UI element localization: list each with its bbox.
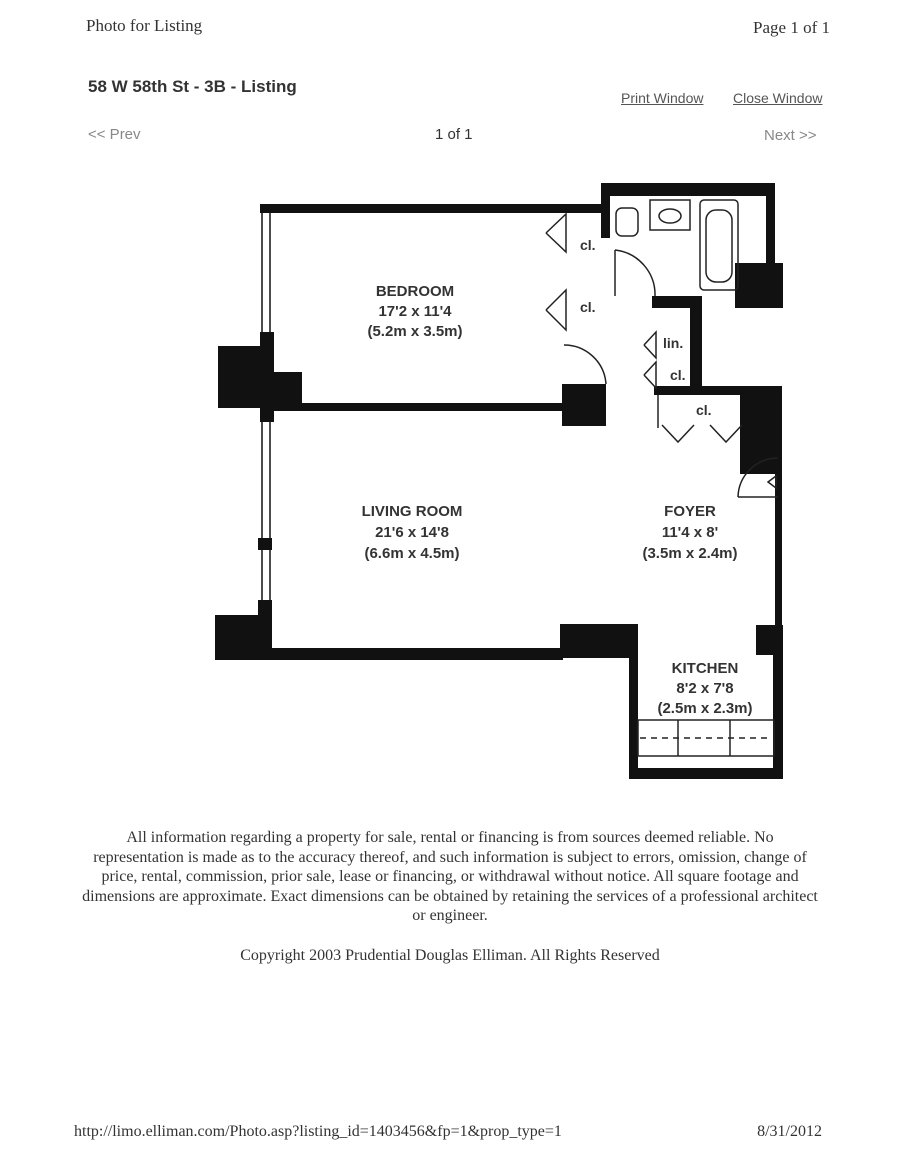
kitchen-dims: 8'2 x 7'8 <box>676 680 734 697</box>
living-room-dims: 21'6 x 14'8 <box>375 524 449 541</box>
closet-label: cl. <box>696 402 712 418</box>
kitchen-metric: (2.5m x 2.3m) <box>657 700 753 717</box>
living-room-metric: (6.6m x 4.5m) <box>364 545 460 562</box>
foyer-dims: 11'4 x 8' <box>661 524 719 541</box>
living-room-name: LIVING ROOM <box>361 503 463 520</box>
print-header-title: Photo for Listing <box>86 16 203 35</box>
closet-label: cl. <box>580 237 596 253</box>
closet-label: cl. <box>670 367 686 383</box>
disclaimer-text: All information regarding a property for sale, rental or financing is from sources deemed reliable. No representation is made as to the accuracy thereof, and such information is subject to errors, omission, change of price, rental, commission, prior sale, lease or financing, or withdrawal without notice. All square footage and dimensions are approximate. Exact dimensions can be obtained by retaining the services of a professional architect or engineer. <box>82 829 818 924</box>
print-footer-date: 8/31/2012 <box>757 1123 822 1140</box>
prev-photo-link[interactable]: << Prev <box>88 126 141 143</box>
foyer-metric: (3.5m x 2.4m) <box>642 545 738 562</box>
print-header-page-number: Page 1 of 1 <box>753 18 830 37</box>
copyright-text: Copyright 2003 Prudential Douglas Elliman. All Rights Reserved <box>240 947 660 964</box>
bedroom-metric: (5.2m x 3.5m) <box>367 323 463 340</box>
close-window-link[interactable]: Close Window <box>733 90 823 106</box>
bedroom-dims: 17'2 x 11'4 <box>378 303 452 320</box>
listing-title: 58 W 58th St - 3B - Listing <box>88 77 297 96</box>
foyer-name: FOYER <box>664 503 716 520</box>
linen-closet-label: lin. <box>663 335 684 351</box>
closet-label: cl. <box>580 299 596 315</box>
print-window-link[interactable]: Print Window <box>621 90 704 106</box>
print-footer-url: http://limo.elliman.com/Photo.asp?listing_id=1403456&fp=1&prop_type=1 <box>74 1123 562 1140</box>
bedroom-name: BEDROOM <box>375 283 455 300</box>
kitchen-name: KITCHEN <box>671 660 739 677</box>
photo-counter: 1 of 1 <box>435 126 473 143</box>
next-photo-link[interactable]: Next >> <box>764 127 817 144</box>
